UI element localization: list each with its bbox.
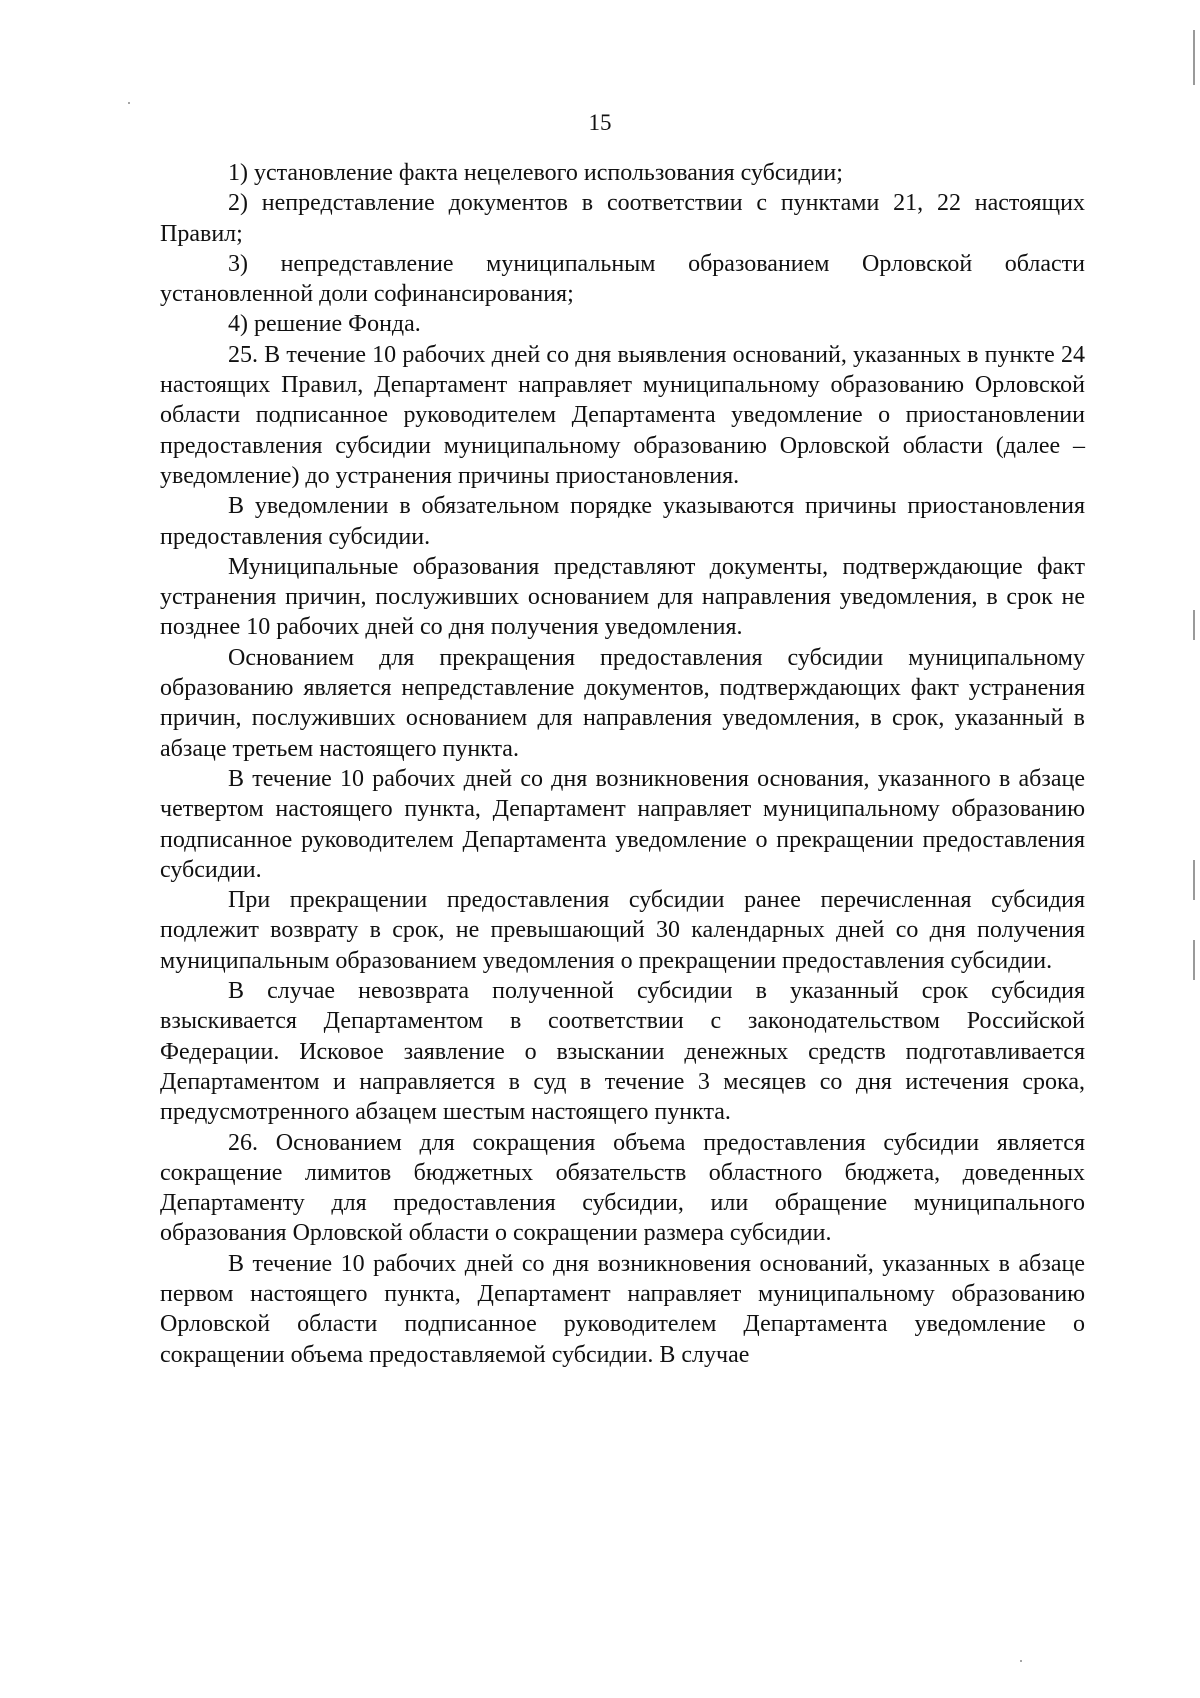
list-item-2: 2) непредставление документов в соответствии с пунктами 21, 22 настоящих Правил;	[160, 190, 1085, 247]
paragraph: При прекращении предоставления субсидии ранее перечисленная субсидия подлежит возврату в срок, не превышающий 30 календарных дней со дня получения муниципальным образованием уведомления о прекращении предоставления субсидии.	[160, 887, 1085, 974]
scan-edge-mark	[1193, 940, 1195, 980]
scan-dot	[128, 102, 130, 104]
paragraph: Муниципальные образования представляют документы, подтверждающие факт устранения причин, послуживших основанием для направления уведомления, в срок не позднее 10 рабочих дней со дня получения уведомления.	[160, 553, 1085, 641]
paragraph: Основанием для прекращения предоставления субсидии муниципальному образованию является непредставление документов, подтверждающих факт устранения причин, послуживших основанием для направления уведомления, в срок, указанный в абзаце третьем настоящего пункта.	[160, 644, 1085, 762]
clause-25-paragraph: 25. В течение 10 рабочих дней со дня выявления оснований, указанных в пункте 24 настоящих Правил, Департамент направляет муниципальному образованию Орловской области подписанное руководителем Департамента уведомление о приостановлении предоставления субсидии муниципальному образованию Орловской области (далее – уведомление) до устранения причины приостановления.	[160, 341, 1085, 489]
clause-26-paragraph: 26. Основанием для сокращения объема предоставления субсидии является сокращение лимитов бюджетных обязательств областного бюджета, доведенных Департаменту для предоставления субсидии, или обращение муниципального образования Орловской области о сокращении размера субсидии.	[160, 1129, 1085, 1247]
paragraph: В уведомлении в обязательном порядке указываются причины приостановления предоставления субсидии.	[160, 493, 1085, 550]
paragraph: В случае невозврата полученной субсидии в указанный срок субсидия взыскивается Департаментом в соответствии с законодательством Российской Федерации. Исковое заявление о взыскании денежных средств подготавливается Департаментом и направляется в суд в течение 3 месяцев со дня истечения срока, предусмотренного абзацем шестым настоящего пункта.	[160, 978, 1085, 1126]
document-body	[160, 158, 1085, 1370]
page-number: 15	[588, 110, 612, 135]
scan-dot	[1020, 1660, 1022, 1662]
scan-edge-mark	[1193, 30, 1195, 85]
list-item-1: 1) установление факта нецелевого использования субсидии;	[228, 160, 843, 186]
scan-edge-mark	[1193, 610, 1195, 640]
scan-edge-mark	[1193, 860, 1195, 900]
list-item-4: 4) решение Фонда.	[228, 311, 421, 338]
list-item-3: 3) непредставление муниципальным образованием Орловской области установленной доли софинансирования;	[160, 250, 1085, 308]
paragraph: В течение 10 рабочих дней со дня возникновения основания, указанного в абзаце четвертом настоящего пункта, Департамент направляет муниципальному образованию подписанное руководителем Департамента уведомление о прекращении предоставления субсидии.	[160, 765, 1085, 883]
paragraph: В течение 10 рабочих дней со дня возникновения оснований, указанных в абзаце первом настоящего пункта, Департамент направляет муниципальному образованию Орловской области подписанное руководителем Департамента уведомление о сокращении объема предоставляемой субсидии. В случае	[160, 1250, 1085, 1368]
